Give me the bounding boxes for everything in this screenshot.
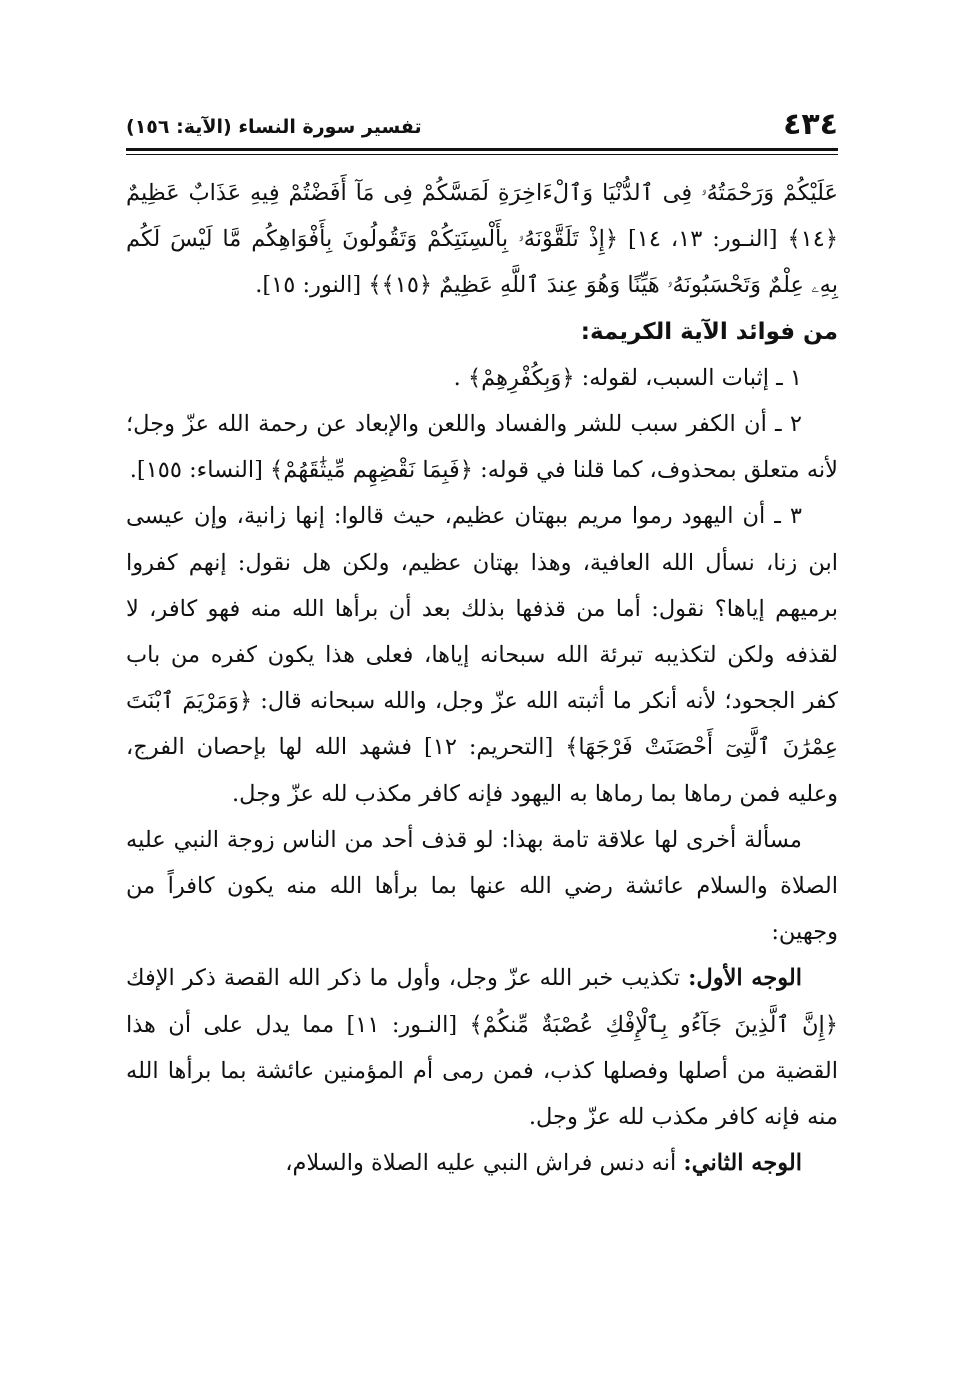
running-title: تفسير سورة النساء (الآية: ١٥٦) <box>126 116 422 138</box>
related-issue-paragraph: مسألة أخرى لها علاقة تامة بهذا: لو قذف أحد من الناس زوجة النبي عليه الصلاة والسلام عائشة رضي الله عنها بما برأها الله منه يكون كافراً من وجهين: <box>126 826 838 946</box>
header-rule-thick <box>126 148 838 151</box>
benefit-text: ١ ـ إثبات السبب، لقوله: <box>581 364 802 391</box>
benefit-text: ٢ ـ أن الكفر سبب للشر والفساد واللعن والإبعاد عن رحمة الله عزّ وجل؛ لأنه متعلق بمحذوف، كما قلنا في قوله: <box>126 411 838 484</box>
verse-reference: [التحريم: ١٢] <box>423 734 554 761</box>
verse-reference: [النساء: ١٥٥]. <box>129 457 263 484</box>
body-text <box>126 170 838 1186</box>
verse-reference: [النور: ١٥]. <box>255 272 362 299</box>
aspect-text: أنه دنس فراش النبي عليه الصلاة والسلام، <box>285 1150 677 1177</box>
quran-verse: ﴿إِنَّ ٱلَّذِينَ جَآءُو بِٱلْإِفْكِ عُصْبَةٌ مِّنكُمْ﴾ <box>469 1011 838 1038</box>
quran-verse: ﴿إِذْ تَلَقَّوْنَهُۥ بِأَلْسِنَتِكُمْ وَتَقُولُونَ بِأَفْوَاهِكُم مَّا لَيْسَ لَكُم بِهِۦ عِلْمٌ وَتَحْسَبُونَهُۥ هَيِّنًا وَهُوَ عِندَ ٱللَّهِ عَظِيمٌ ﴿١٥﴾﴾ <box>126 226 838 299</box>
benefit-item-1 <box>126 355 838 401</box>
aspect-text: تكذيب خبر الله عزّ وجل، وأول ما ذكر الله القصة ذكر الإفك <box>126 965 681 992</box>
quran-verse: عَلَيْكُمْ وَرَحْمَتُهُۥ فِى ٱلدُّنْيَا وَٱلْءَاخِرَةِ لَمَسَّكُمْ فِى مَآ أَفَضْتُمْ فِيهِ عَذَابٌ عَظِيمٌ ﴿١٤﴾ <box>126 180 838 253</box>
aspect-2-paragraph <box>126 1140 838 1186</box>
quran-verse: ﴿فَبِمَا نَقْضِهِم مِّيثَٰقَهُمْ﴾ <box>270 457 473 484</box>
page-number: ٤٣٤ <box>783 107 838 142</box>
aspect-label: الوجه الأول: <box>688 965 803 992</box>
benefit-item-2 <box>126 401 838 493</box>
quran-verse: ﴿وَمَرْيَمَ ٱبْنَتَ عِمْرَٰنَ ٱلَّتِىٓ أَحْصَنَتْ فَرْجَهَا﴾ <box>126 688 838 761</box>
header-rule-thin <box>126 154 838 155</box>
verse-reference: [النـور: ١١] <box>346 1011 458 1038</box>
benefit-text: ٣ ـ أن اليهود رموا مريم ببهتان عظيم، حيث قالوا: إنها زانية، وإن عيسى ابن زنا، نسأل الله العافية، وهذا بهتان عظيم، ولكن هل نقول: إنهم كفروا برميهم إياها؟ نقول: أما من قذفها بذلك بعد أن برأها الله منه فهو كافر، لا لقذفه ولكن لتكذيبه تبرئة الله سبحانه إياها، فعلى هذا يكون كفره من باب كفر الجحود؛ لأنه أنكر ما أثبته الله عزّ وجل، والله سبحانه قال: <box>126 503 839 715</box>
section-heading: من فوائد الآية الكريمة: <box>580 318 838 345</box>
page-header <box>126 98 838 142</box>
quran-verse: ﴿وَبِكُفْرِهِمْ﴾ <box>467 364 575 391</box>
aspect-1-paragraph <box>126 955 838 1140</box>
verse-reference: [النـور: ١٣، ١٤] <box>628 226 778 253</box>
punctuation: . <box>453 364 461 391</box>
aspect-text: مما يدل على أن هذا القضية من أصلها وفصلها كذب، فمن رمى أم المؤمنين عائشة بما برأها الله منه فإنه كافر مكذب لله عزّ وجل. <box>126 1011 838 1131</box>
aspect-label: الوجه الثاني: <box>683 1150 802 1177</box>
benefit-text: فشهد الله لها بإحصان الفرج، وعليه فمن رماها بما رماها به اليهود فإنه كافر مكذب لله عزّ وجل. <box>126 734 838 807</box>
paragraph-quran-continuation <box>126 170 838 309</box>
benefit-item-3 <box>126 493 838 816</box>
